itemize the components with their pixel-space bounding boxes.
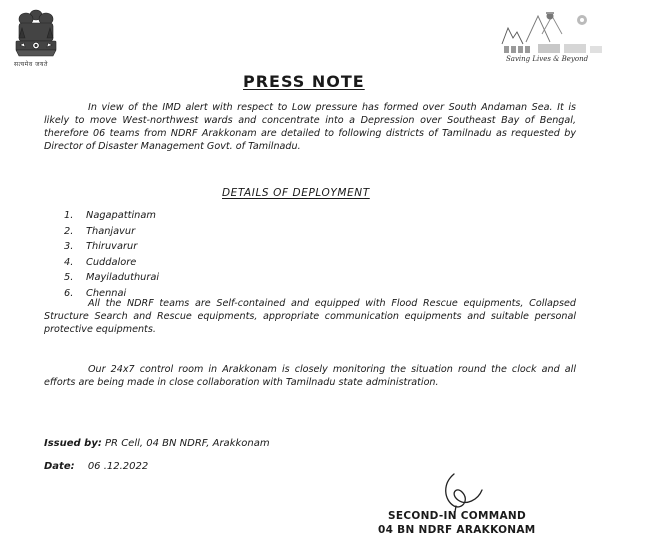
signatory-designation: SECOND-IN COMMAND	[388, 510, 527, 522]
district-item: 3. Thiruvarur	[64, 241, 159, 257]
emblem-caption: सत्यमेव जयते	[14, 61, 48, 68]
issue-date	[44, 461, 148, 472]
control-room-paragraph	[44, 363, 576, 389]
district-item: 5. Mayiladuthurai	[64, 272, 159, 288]
page-title: PRESS NOTE	[243, 72, 365, 91]
date-label: Date:	[44, 461, 75, 472]
equipment-text: All the NDRF teams are Self-contained and equipped with Flood Rescue equipments, Collapsed Structure Search and Rescue equipments, appropriate communication equipments and suitable personal protective equipments.	[44, 298, 576, 335]
district-name: Thiruvarur	[86, 241, 138, 252]
district-name: Thanjavur	[86, 225, 136, 237]
issued-by-label: Issued by:	[44, 438, 102, 449]
intro-text: In view of the IMD alert with respect to Low pressure has formed over South Andaman Sea. It is likely to move West-northwest wards and concentrate into a Depression over Southeast Bay of Bengal, therefore 06 teams from NDRF Arakkonam are detailed to following districts of Tamilnadu as requested by Director of Disaster Management Govt. of Tamilnadu.	[44, 102, 576, 152]
ndrf-logo-icon	[498, 6, 608, 54]
deployment-heading: DETAILS OF DEPLOYMENT	[222, 187, 370, 199]
district-list	[64, 210, 159, 303]
issued-by-value: PR Cell, 04 BN NDRF, Arakkonam	[105, 438, 270, 449]
district-name: Nagapattinam	[86, 210, 156, 221]
district-name: Chennai	[86, 287, 127, 299]
control-room-text: Our 24x7 control room in Arakkonam is closely monitoring the situation round the clock and all efforts are being made in close collaboration with Tamilnadu state administration.	[44, 364, 576, 388]
date-value: 06 .12.2022	[87, 461, 149, 472]
district-item: 1. Nagapattinam	[64, 210, 159, 226]
district-item: 4. Cuddalore	[64, 257, 159, 273]
signatory-unit: 04 BN NDRF ARAKKONAM	[378, 524, 536, 536]
district-item: 6. Chennai	[64, 288, 159, 304]
district-item: 2. Thanjavur	[64, 226, 159, 242]
district-name: Cuddalore	[86, 256, 137, 268]
equipment-paragraph	[44, 297, 576, 336]
district-name: Mayiladuthurai	[86, 272, 160, 283]
intro-paragraph	[44, 101, 576, 153]
ndrf-tagline: Saving Lives & Beyond	[506, 55, 589, 63]
national-emblem-icon	[6, 6, 66, 68]
issued-by	[44, 438, 270, 449]
